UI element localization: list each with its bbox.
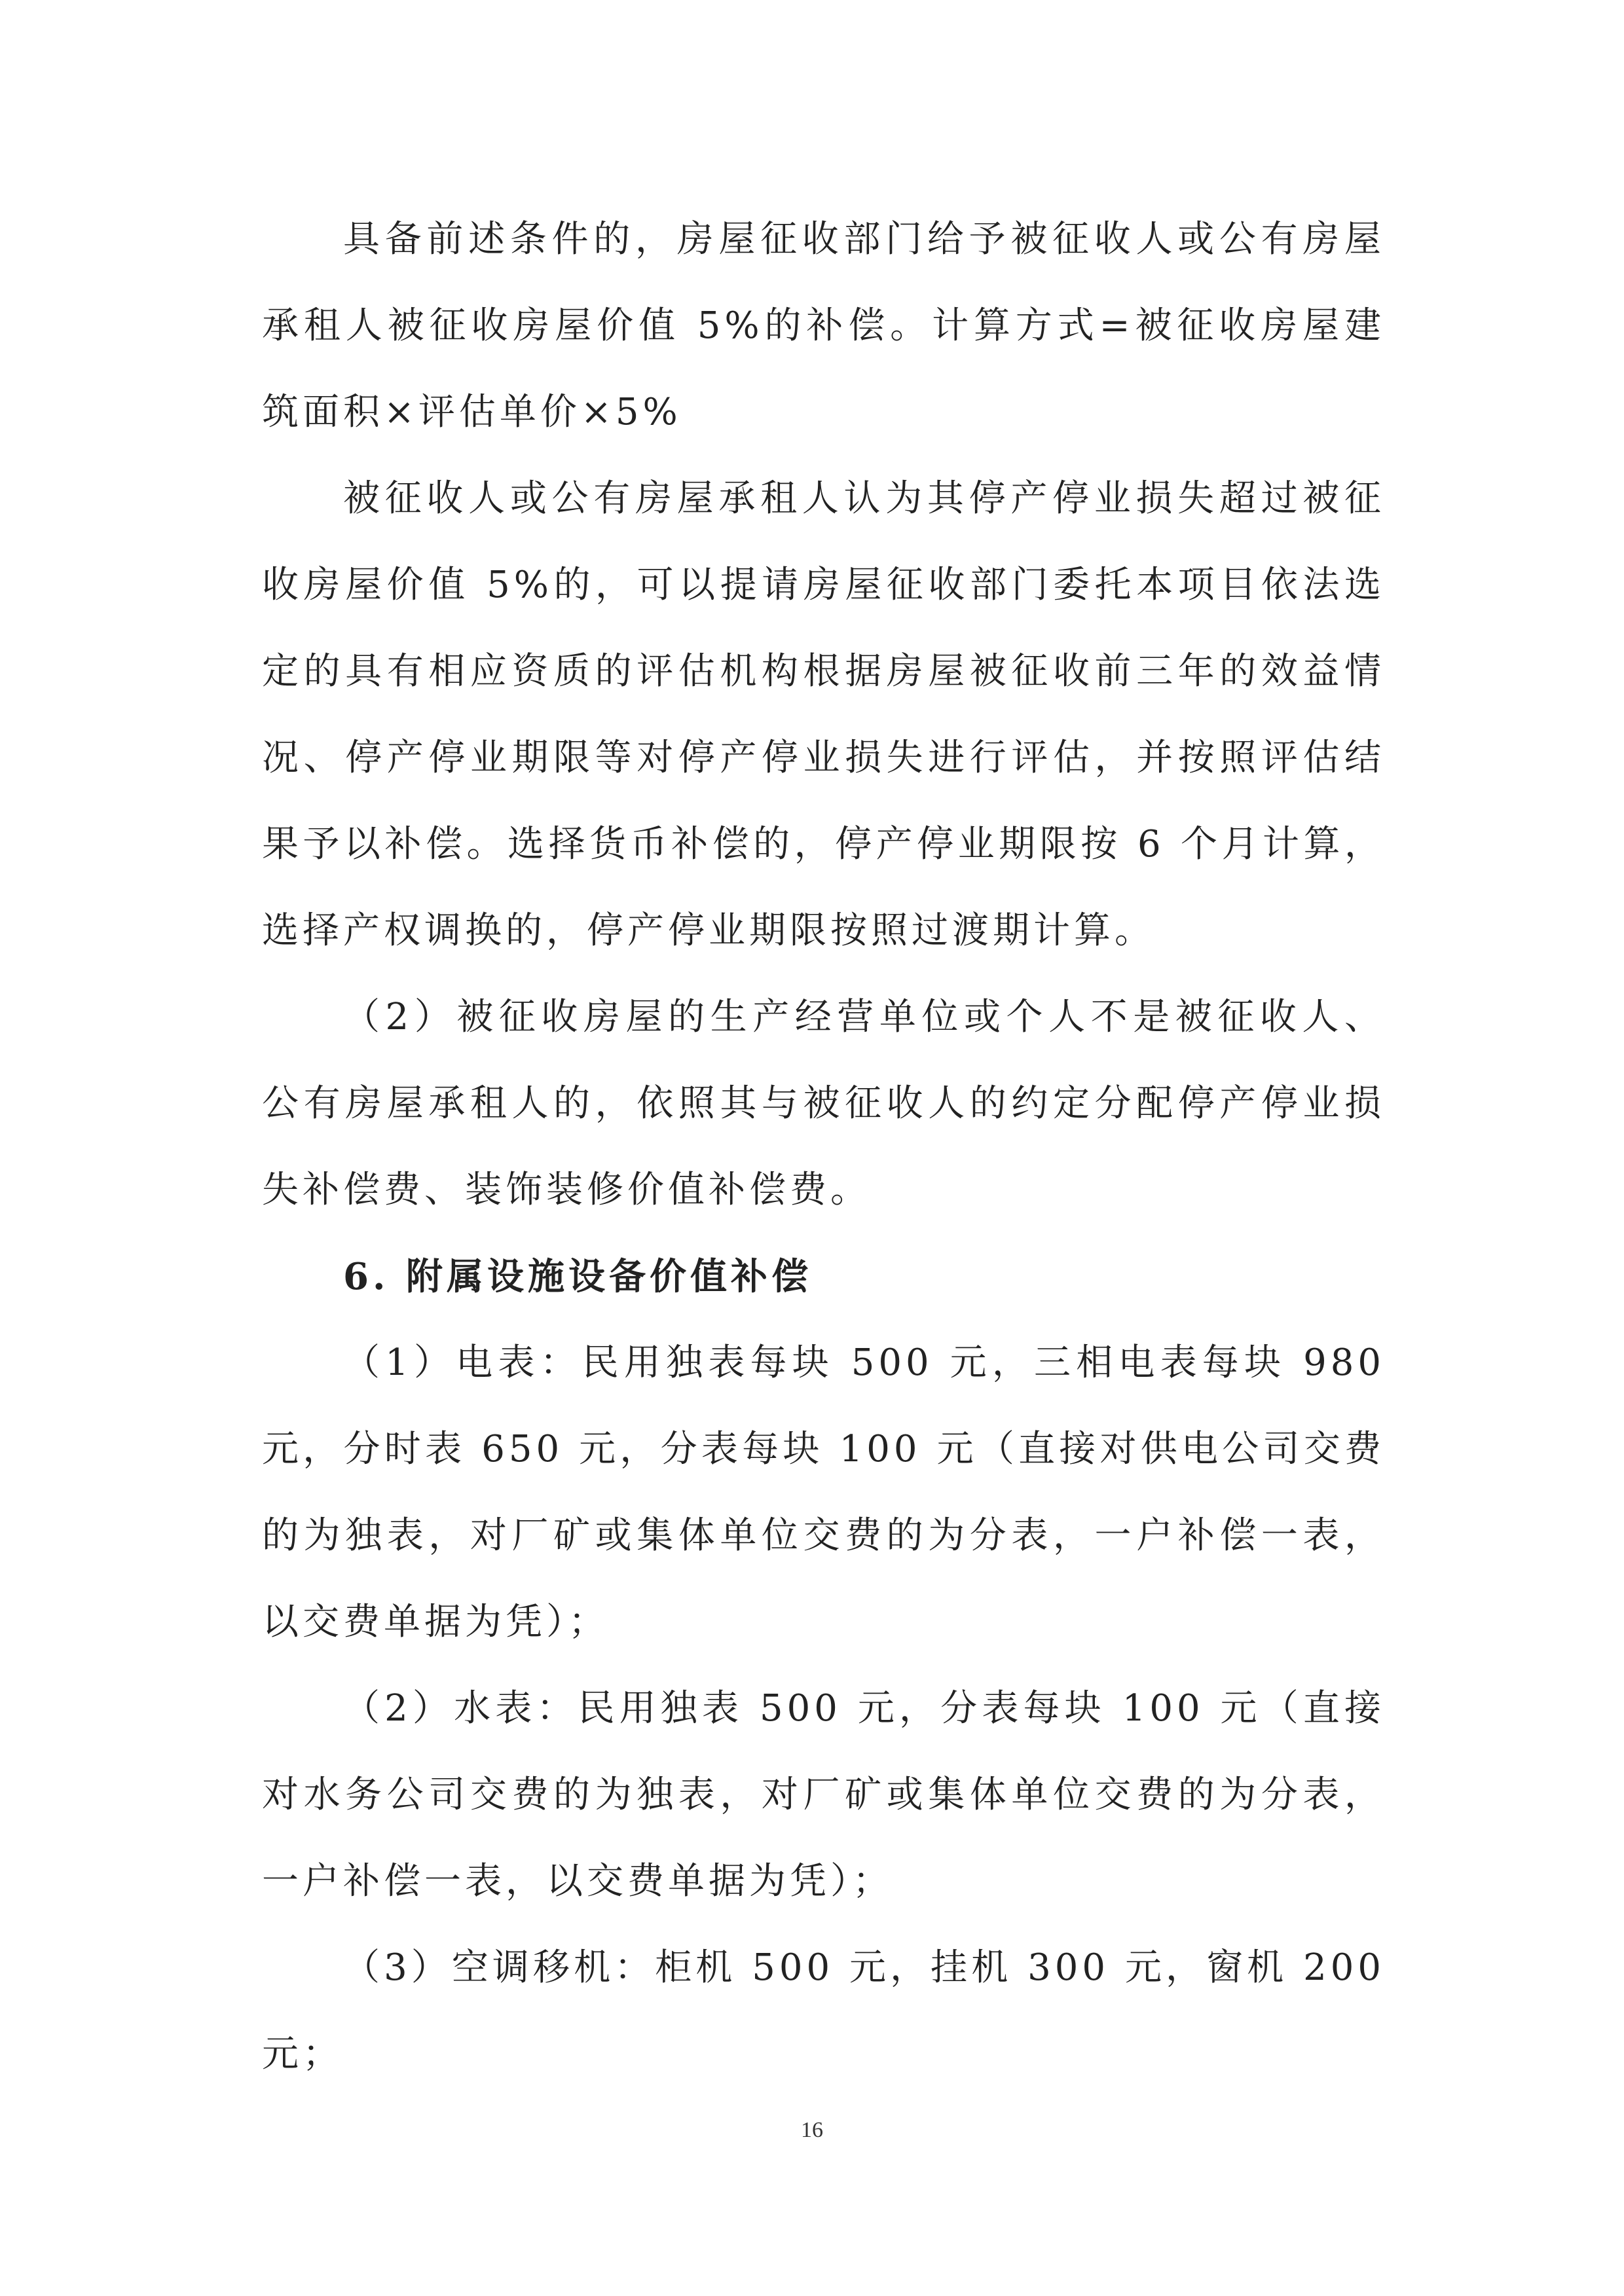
page-number: 16 xyxy=(801,2118,823,2142)
section-heading-6: 6. 附属设施设备价值补偿 xyxy=(343,1255,812,1298)
paragraph-electric-meter: （1）电表：民用独表每块 500 元，三相电表每块 980 元，分时表 650 元，分表每块 100 元（直接对供电公司交费的为独表，对厂矿或集体单位交费的为分表，一户补偿一表，以交费单据为凭）； xyxy=(262,1341,1385,1643)
paragraph-loss-assessment: 被征收人或公有房屋承租人认为其停产停业损失超过被征收房屋价值 5%的，可以提请房屋征收部门委托本项目依法选定的具有相应资质的评估机构根据房屋被征收前三年的效益情况、停产停业期限等对停产停业损失进行评估，并按照评估结果予以补偿。选择货币补偿的，停产停业期限按 6 个月计算，选择产权调换的，停产停业期限按照过渡期计算。 xyxy=(262,477,1385,952)
body-text xyxy=(262,196,1385,2098)
paragraph-compensation-condition: 具备前述条件的，房屋征收部门给予被征收人或公有房屋承租人被征收房屋价值 5%的补偿。计算方式=被征收房屋建筑面积×评估单价×5% xyxy=(262,218,1385,433)
paragraph-water-meter: （2）水表：民用独表 500 元，分表每块 100 元（直接对水务公司交费的为独表，对厂矿或集体单位交费的为分表，一户补偿一表，以交费单据为凭）； xyxy=(262,1687,1385,1903)
paragraph-item-2: （2）被征收房屋的生产经营单位或个人不是被征收人、公有房屋承租人的，依照其与被征收人的约定分配停产停业损失补偿费、装饰装修价值补偿费。 xyxy=(262,996,1385,1211)
paragraph-air-conditioner: （3）空调移机：柜机 500 元，挂机 300 元，窗机 200 元； xyxy=(262,1946,1385,2075)
